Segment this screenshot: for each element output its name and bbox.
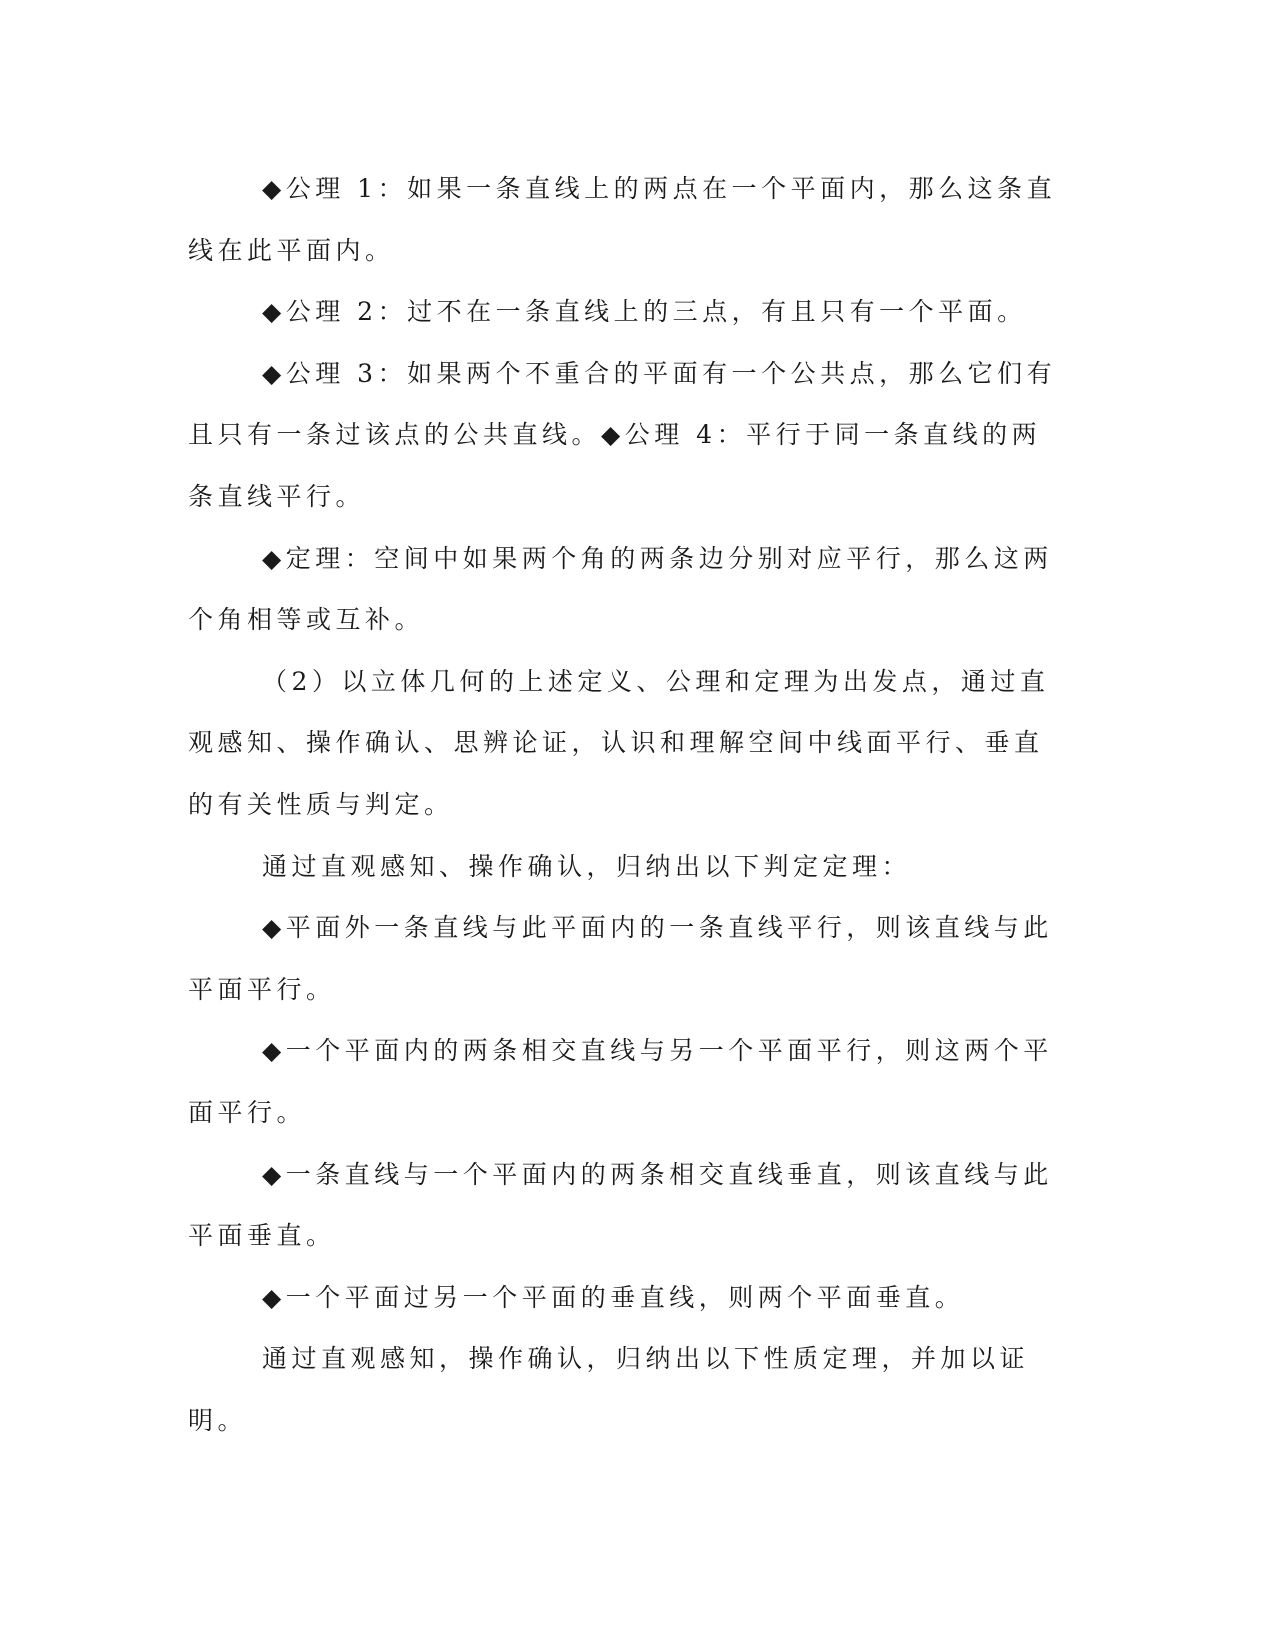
paragraph-axiom-2: ◆公理 2：过不在一条直线上的三点，有且只有一个平面。: [262, 297, 1027, 327]
paragraph-criterion-plane-plane-perpendicular: ◆一个平面过另一个平面的垂直线，则两个平面垂直。: [262, 1282, 965, 1312]
paragraph-criterion-line-plane-perpendicular: ◆一条直线与一个平面内的两条相交直线垂直，则该直线与此平面垂直。: [188, 1159, 1053, 1251]
paragraph-criterion-line-plane-parallel: ◆平面外一条直线与此平面内的一条直线平行，则该直线与此平面平行。: [188, 913, 1053, 1004]
paragraph-axiom-3-4: ◆公理 3：如果两个不重合的平面有一个公共点，那么它们有且只有一条过该点的公共直线。◆公理 4：平行于同一条直线的两条直线平行。: [188, 358, 1057, 511]
paragraph-section-2: （2）以立体几何的上述定义、公理和定理为出发点，通过直观感知、操作确认、思辨论证，认识和理解空间中线面平行、垂直的有关性质与判定。: [188, 666, 1050, 819]
paragraph-theorem: ◆定理：空间中如果两个角的两条边分别对应平行，那么这两个角相等或互补。: [188, 543, 1053, 635]
paragraph-criterion-plane-plane-parallel: ◆一个平面内的两条相交直线与另一个平面平行，则这两个平面平行。: [188, 1036, 1053, 1127]
paragraph-criteria-intro: 通过直观感知、操作确认，归纳出以下判定定理：: [262, 851, 912, 881]
document-body: [188, 158, 1068, 1451]
paragraph-properties-intro: 通过直观感知，操作确认，归纳出以下性质定理，并加以证明。: [188, 1344, 1030, 1435]
paragraph-axiom-1: ◆公理 1：如果一条直线上的两点在一个平面内，那么这条直线在此平面内。: [188, 174, 1057, 265]
